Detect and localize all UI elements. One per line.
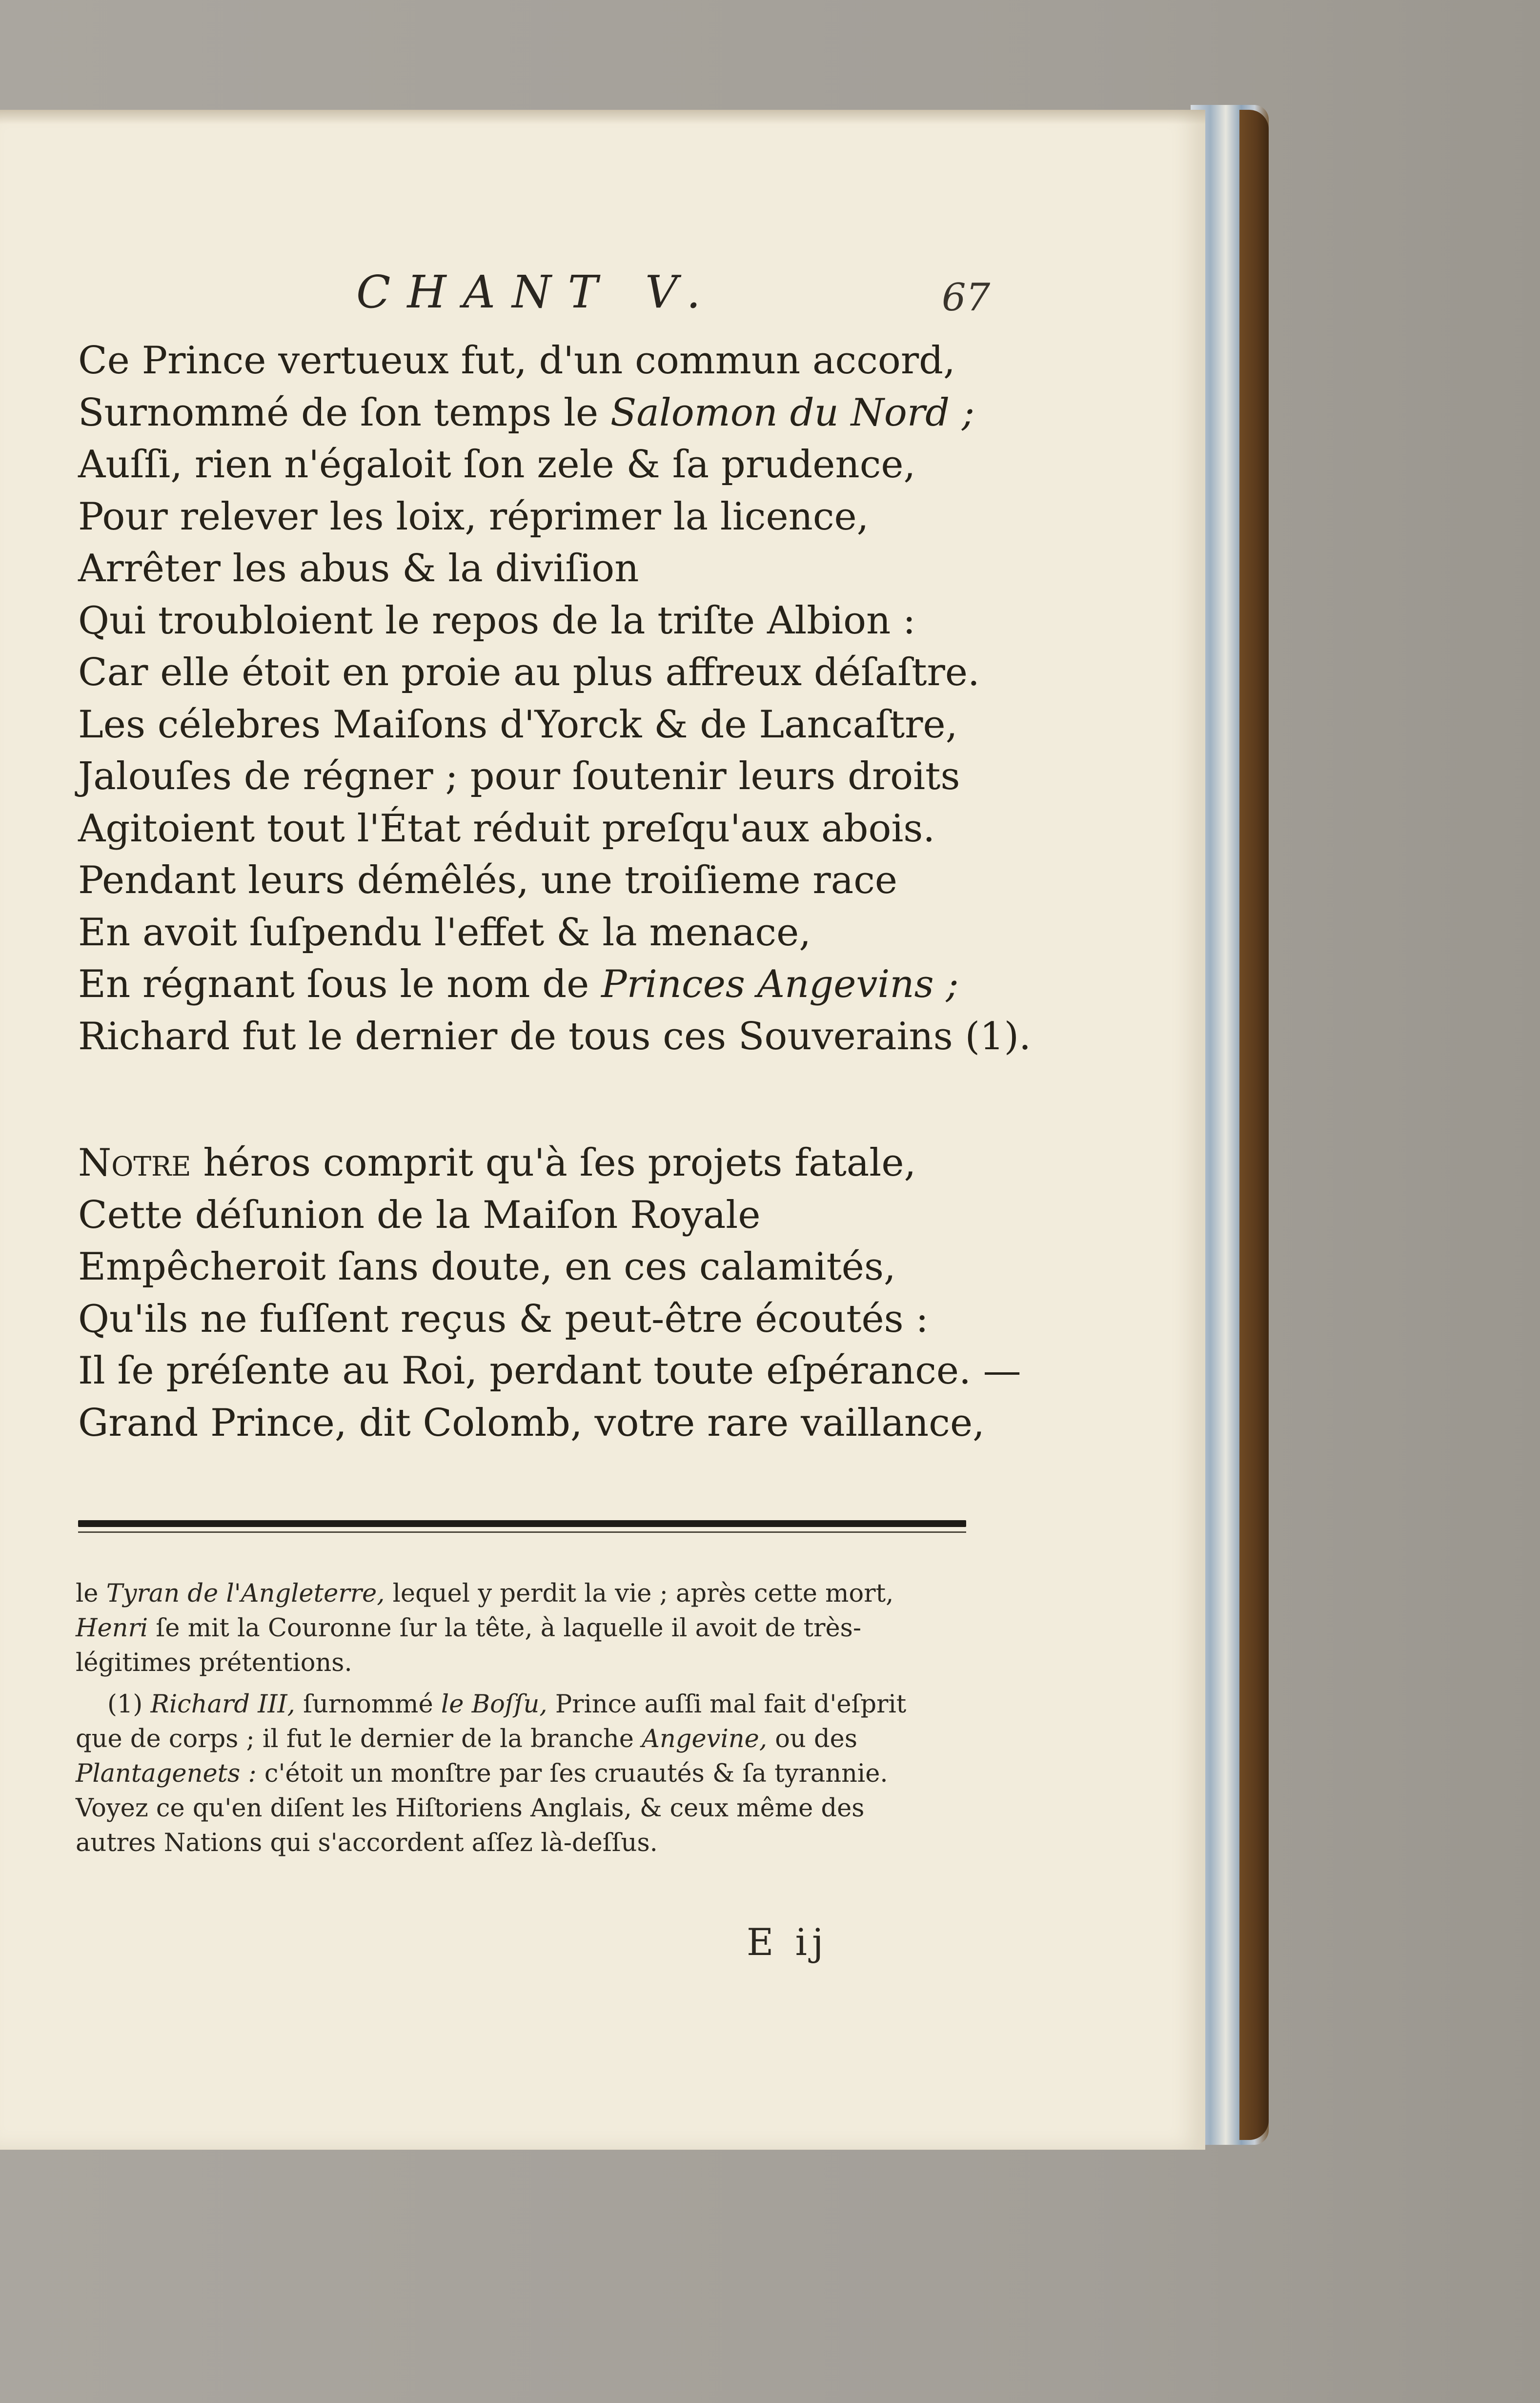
verse-line: Ce Prince vertueux fut, d'un commun accord, — [78, 339, 955, 383]
verse-line: Car elle étoit en proie au plus affreux déſaſtre. — [78, 651, 980, 694]
verse-line — [78, 387, 1142, 439]
verse-line — [78, 1137, 1142, 1189]
note-text: légitimes prétentions. — [76, 1649, 352, 1677]
verse-line: Arrêter les abus & la diviſion — [78, 547, 639, 591]
verse-line: Grand Prince, dit Colomb, votre rare vaillance, — [78, 1401, 985, 1445]
note-italic: Henri — [76, 1614, 148, 1643]
note-marker: (1) — [107, 1690, 143, 1719]
verse-line: Empêcheroit ſans doute, en ces calamités, — [78, 1245, 896, 1289]
verse-italic: Princes Angevins ; — [601, 962, 959, 1006]
verse-line — [78, 958, 1142, 1011]
note-italic: le Boſſu, — [441, 1690, 547, 1719]
note-italic: Tyran de l'Angleterre, — [106, 1579, 385, 1608]
page-shadow — [0, 110, 1205, 124]
verse-line: Qui troubloient le repos de la triſte Albion : — [78, 598, 916, 643]
note-text: le — [76, 1579, 99, 1608]
footnote-line — [76, 1826, 983, 1860]
note-italic: Plantagenets : — [76, 1759, 257, 1788]
verse-line: Les célebres Maiſons d'Yorck & de Lancaſtre, — [78, 702, 958, 747]
verse-stanza-1 — [78, 335, 1142, 1062]
note-text: Prince auſſi mal fait d'eſprit — [555, 1690, 907, 1719]
page-number: 67 — [942, 276, 991, 320]
verse-line: Cette déſunion de la Maiſon Royale — [78, 1193, 761, 1237]
verse-line: Pendant leurs démêlés, une troiſieme race — [78, 858, 898, 902]
footnote-rule-thin — [78, 1531, 966, 1533]
note-text: ſurnommé — [303, 1690, 433, 1719]
note-text: c'étoit un monſtre par ſes cruautés & ſa tyrannie. — [264, 1759, 888, 1788]
verse-line: Qu'ils ne fuſſent reçus & peut-être écoutés : — [78, 1297, 929, 1341]
note-italic: Angevine, — [642, 1725, 768, 1753]
footnote-line — [76, 1756, 983, 1791]
verse-line: Jalouſes de régner ; pour ſoutenir leurs droits — [78, 754, 960, 798]
running-head: CHANT V. — [356, 266, 717, 318]
verse-text: Surnommé de ſon temps le — [78, 390, 599, 435]
verse-text: En régnant ſous le nom de — [78, 962, 589, 1006]
footnote-line — [76, 1611, 983, 1646]
footnote-line — [76, 1646, 983, 1680]
verse-line: Auſſi, rien n'égaloit ſon zele & ſa prudence, — [78, 443, 916, 487]
footnotes — [76, 1576, 983, 1860]
footnote-line — [76, 1687, 983, 1722]
verse-line: Il ſe préſente au Roi, perdant toute eſpérance. — — [78, 1349, 1021, 1393]
verse-line: Richard fut le dernier de tous ces Souverains (1). — [78, 1014, 1031, 1059]
note-text: autres Nations qui s'accordent aſſez là-deſſus. — [76, 1829, 658, 1857]
book-spine — [1239, 110, 1269, 2140]
verse-line: En avoit ſuſpendu l'effet & la menace, — [78, 910, 811, 955]
note-text: Voyez ce qu'en diſent les Hiſtoriens Anglais, & ceux même des — [76, 1794, 865, 1823]
footnote-line — [76, 1576, 983, 1611]
verse-italic: Salomon du Nord ; — [610, 390, 975, 435]
footnote-rule — [78, 1520, 966, 1527]
note-text: que de corps ; il fut le dernier de la branche — [76, 1725, 634, 1753]
signature-mark: E ij — [747, 1920, 829, 1964]
footnote-line — [76, 1722, 983, 1756]
verse-text: héros comprit qu'à ſes projets fatale, — [203, 1141, 916, 1185]
verse-line: Agitoient tout l'État réduit preſqu'aux abois. — [78, 806, 935, 851]
verse-stanza-2 — [78, 1137, 1142, 1449]
note-italic: Richard III, — [150, 1690, 295, 1719]
verse-opening-word: Notre — [78, 1141, 191, 1185]
note-text: ou des — [775, 1725, 858, 1753]
verse-line: Pour relever les loix, réprimer la licence, — [78, 494, 869, 539]
footnote-line — [76, 1791, 983, 1826]
note-text: ſe mit la Couronne ſur la tête, à laquelle il avoit de très- — [156, 1614, 862, 1643]
note-text: lequel y perdit la vie ; après cette mort, — [392, 1579, 894, 1608]
